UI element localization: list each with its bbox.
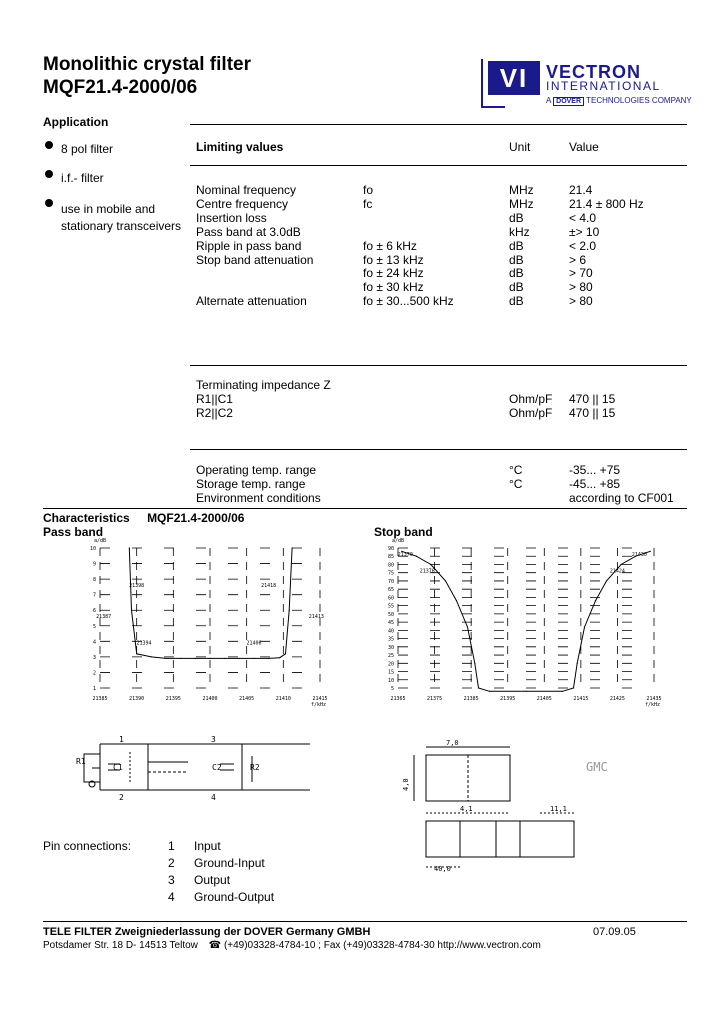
pin-name: Output [194,873,231,887]
y-axis-label: a/dB [392,538,405,544]
x-tick-label: 21415 [312,696,328,702]
pin-name: Ground-Output [194,890,275,904]
footer-address: Potsdamer Str. 18 D- 14513 Teltow [43,940,198,951]
pin-name: Ground-Input [194,856,265,870]
data-point [129,547,130,548]
logo-tagline [546,96,692,107]
limit-unit: kHz [509,224,530,239]
application-item-3-line-2: stationary transceivers [61,219,182,233]
title-line-2: MQF21.4-2000/06 [43,77,198,98]
limit-name: Centre frequency [196,196,289,211]
schematic-r1: R1 [76,757,86,766]
y-tick-label: 90 [387,546,394,552]
frequency-marker: 21370 [397,552,413,559]
schematic-c2: C2 [212,763,222,772]
limit-symbol: fc [363,196,373,211]
characteristics-label: Characteristics [43,511,130,525]
data-point [416,556,417,557]
limit-name: Nominal frequency [196,183,297,197]
package-mark: GMC [586,760,608,774]
divider [190,165,687,166]
response-curve [129,548,292,658]
bullet-icon [45,141,53,149]
y-tick-label: 9 [92,561,96,568]
limit-name: Insertion loss [196,210,267,225]
dover-badge: DOVER [553,97,584,106]
limits-header-value: Value [569,140,599,154]
x-tick-label: 21385 [92,696,108,702]
y-tick-label: 6 [92,608,96,615]
y-tick-label: 80 [387,562,394,569]
data-point [489,691,490,692]
data-point [467,626,468,627]
stopband-chart [368,538,688,714]
circuit-schematic [70,732,310,802]
limit-symbol: fo ± 6 kHz [363,238,417,253]
limit-value: ±> 10 [569,224,600,239]
impedance-unit: Ohm/pF [509,391,553,406]
limit-unit: dB [509,266,524,281]
limit-symbol: fo ± 30 kHz [363,280,424,295]
impedance-value: 470 || 15 [569,391,616,406]
data-point [279,657,280,658]
temp-name: Storage temp. range [196,476,306,491]
impedance-value: 470 || 15 [569,405,616,420]
y-tick-label: 85 [387,554,394,561]
dim-top: 7,0 [446,739,459,747]
bullet-icon [45,170,53,178]
bullet-icon [45,199,53,207]
x-tick-label: 21365 [390,696,406,702]
data-point [268,658,269,659]
dim-pin-b: 11,1 [550,805,567,813]
temp-value: according to CF001 [569,490,674,505]
footer-address-line [43,939,541,953]
limit-value: > 80 [569,280,593,295]
data-point [562,691,563,692]
y-tick-label: 2 [92,670,96,677]
logo-stripes [490,90,538,94]
y-tick-label: 5 [92,623,96,630]
limit-name: Stop band attenuation [196,252,314,267]
x-tick-label: 21385 [463,696,479,702]
x-axis-label: f/kHz [310,702,326,708]
y-tick-label: 25 [387,653,394,660]
y-tick-label: 70 [387,578,394,585]
data-point [620,564,621,565]
frequency-marker: 21398 [129,582,145,589]
title-line-1: Monolithic crystal filter [43,54,251,75]
x-axis-label: f/kHz [644,702,660,708]
pin-number: 4 [168,890,175,904]
application-heading: Application [43,115,109,129]
passband-chart [40,538,340,714]
divider [190,449,687,450]
x-tick-label: 21400 [202,696,218,702]
application-item-3-line-1: use in mobile and [61,202,156,216]
data-point [595,600,596,601]
logo-mark: VI [488,61,540,95]
y-tick-label: 40 [387,628,394,635]
y-tick-label: 50 [387,611,394,618]
data-point [239,658,240,659]
data-point [292,547,293,548]
limit-unit: dB [509,210,524,225]
y-tick-label: 3 [92,654,96,661]
frequency-marker: 21430 [631,552,647,559]
y-tick-label: 20 [387,661,394,668]
frequency-marker: 21387 [96,614,112,620]
limit-unit: dB [509,280,524,295]
limit-name: Ripple in pass band [196,238,302,253]
limit-name: Alternate attenuation [196,294,307,309]
y-tick-label: 45 [387,620,394,627]
temp-name: Environment conditions [196,490,321,505]
limit-value: > 70 [569,266,593,281]
logo-tagline-pre: A [546,96,551,105]
x-tick-label: 21405 [536,696,552,702]
x-tick-label: 21395 [500,696,516,702]
y-tick-label: 10 [387,677,394,684]
page-title [43,53,251,99]
data-point [525,691,526,692]
dim-pin-a: 4,1 [460,805,473,813]
pin-number: 3 [168,873,175,887]
y-tick-label: 30 [387,644,394,651]
y-axis-label: a/dB [94,538,107,544]
limit-value: 21.4 [569,183,593,197]
frequency-marker: 21418 [261,582,277,589]
data-point [180,658,181,659]
limit-value: 21.4 ± 800 Hz [569,196,644,211]
x-tick-label: 21425 [609,696,625,702]
dim-left: 4,0 [402,778,410,791]
footer-contact: (+49)03328-4784-10 ; Fax (+49)03328-4784-30 http://www.vectron.com [223,940,541,951]
logo-subtitle: INTERNATIONAL [546,79,661,93]
data-point [224,658,225,659]
limit-name: Pass band at 3.0dB [196,224,301,239]
x-tick-label: 21415 [573,696,589,702]
data-point [285,653,286,654]
impedance-unit: Ohm/pF [509,405,553,420]
application-item-1: 8 pol filter [61,142,114,156]
divider [190,124,687,125]
divider [190,365,687,366]
x-tick-label: 21405 [239,696,255,702]
impedance-name: R1||C1 [196,391,233,406]
schematic-pin-3: 3 [211,735,216,744]
data-point [584,626,585,627]
limits-header-name: Limiting values [196,140,284,154]
y-tick-label: 15 [387,669,394,676]
limit-unit: dB [509,294,524,309]
application-item-3 [61,201,181,235]
data-point [606,580,607,581]
data-point [151,656,152,657]
y-tick-label: 1 [92,686,96,692]
footer-company: TELE FILTER Zweigniederlassung der DOVER Germany GMBH [43,926,371,938]
pin-name: Input [194,839,221,853]
y-tick-label: 8 [92,577,96,584]
pins-heading: Pin connections: [43,839,132,853]
limit-value: > 80 [569,294,593,309]
y-tick-label: 4 [92,639,96,646]
frequency-marker: 21394 [136,640,152,647]
data-point [650,551,651,552]
y-tick-label: 55 [387,603,394,610]
y-tick-label: 60 [387,595,394,602]
data-point [131,610,132,611]
limit-value: < 4.0 [569,210,597,225]
x-tick-label: 21375 [427,696,443,702]
y-tick-label: 7 [92,592,96,599]
limits-header-unit: Unit [509,140,531,154]
limit-symbol: fo ± 30...500 kHz [363,294,454,309]
limit-value: > 6 [569,252,587,267]
data-point [253,658,254,659]
temp-unit: °C [509,463,523,477]
limit-unit: MHz [509,196,534,211]
frequency-marker: 21413 [308,614,324,620]
impedance-name: R2||C2 [196,405,233,420]
temp-value: -35... +75 [569,463,621,477]
application-item-2: i.f.- filter [61,171,104,185]
y-tick-label: 10 [89,546,96,552]
temp-value: -45... +85 [569,476,621,491]
characteristics-heading [43,511,244,525]
limit-symbol: fo ± 24 kHz [363,266,424,281]
logo-tagline-post: TECHNOLOGIES COMPANY [586,96,692,105]
data-point [474,663,475,664]
limit-unit: dB [509,238,524,253]
data-point [445,580,446,581]
phone-icon: ☎ [208,940,222,951]
data-point [209,658,210,659]
passband-label: Pass band [43,525,104,539]
temp-name: Operating temp. range [196,463,317,477]
data-point [136,653,137,654]
footer-date: 07.09.05 [593,926,636,938]
x-tick-label: 21410 [275,696,291,702]
data-point [456,600,457,601]
data-point [165,658,166,659]
divider [43,921,687,922]
y-tick-label: 75 [387,570,394,577]
pin-number: 1 [168,839,175,853]
dim-bottom: 40,0 [434,865,451,873]
temp-unit: °C [509,476,523,491]
frequency-marker: 21406 [246,640,262,647]
schematic-pin-4: 4 [211,793,216,802]
y-tick-label: 5 [390,686,394,692]
data-point [289,610,290,611]
schematic-pin-2: 2 [119,793,124,802]
data-point [195,658,196,659]
characteristics-model: MQF21.4-2000/06 [147,511,245,525]
frequency-marker: 21424 [609,568,625,575]
x-tick-label: 21395 [165,696,181,702]
x-tick-label: 21435 [646,696,662,702]
data-point [430,564,431,565]
x-tick-label: 21390 [129,696,145,702]
data-point [478,687,479,688]
y-tick-label: 35 [387,636,394,643]
schematic-r2: R2 [250,763,260,772]
stopband-label: Stop band [374,525,433,539]
limit-symbol: fo ± 13 kHz [363,252,424,267]
schematic-c1: C1 [113,763,123,772]
logo-name: VECTRON [546,62,642,82]
package-drawing [400,735,650,880]
schematic-pin-1: 1 [119,735,124,744]
limit-symbol: fo [363,183,374,197]
limit-value: < 2.0 [569,238,597,253]
data-point [577,663,578,664]
frequency-marker: 21376 [419,568,435,575]
impedance-name: Terminating impedance Z [196,378,331,392]
divider [43,508,687,509]
limit-unit: dB [509,252,524,267]
data-point [573,687,574,688]
y-tick-label: 65 [387,587,394,594]
pin-number: 2 [168,856,175,870]
limit-unit: MHz [509,183,534,197]
